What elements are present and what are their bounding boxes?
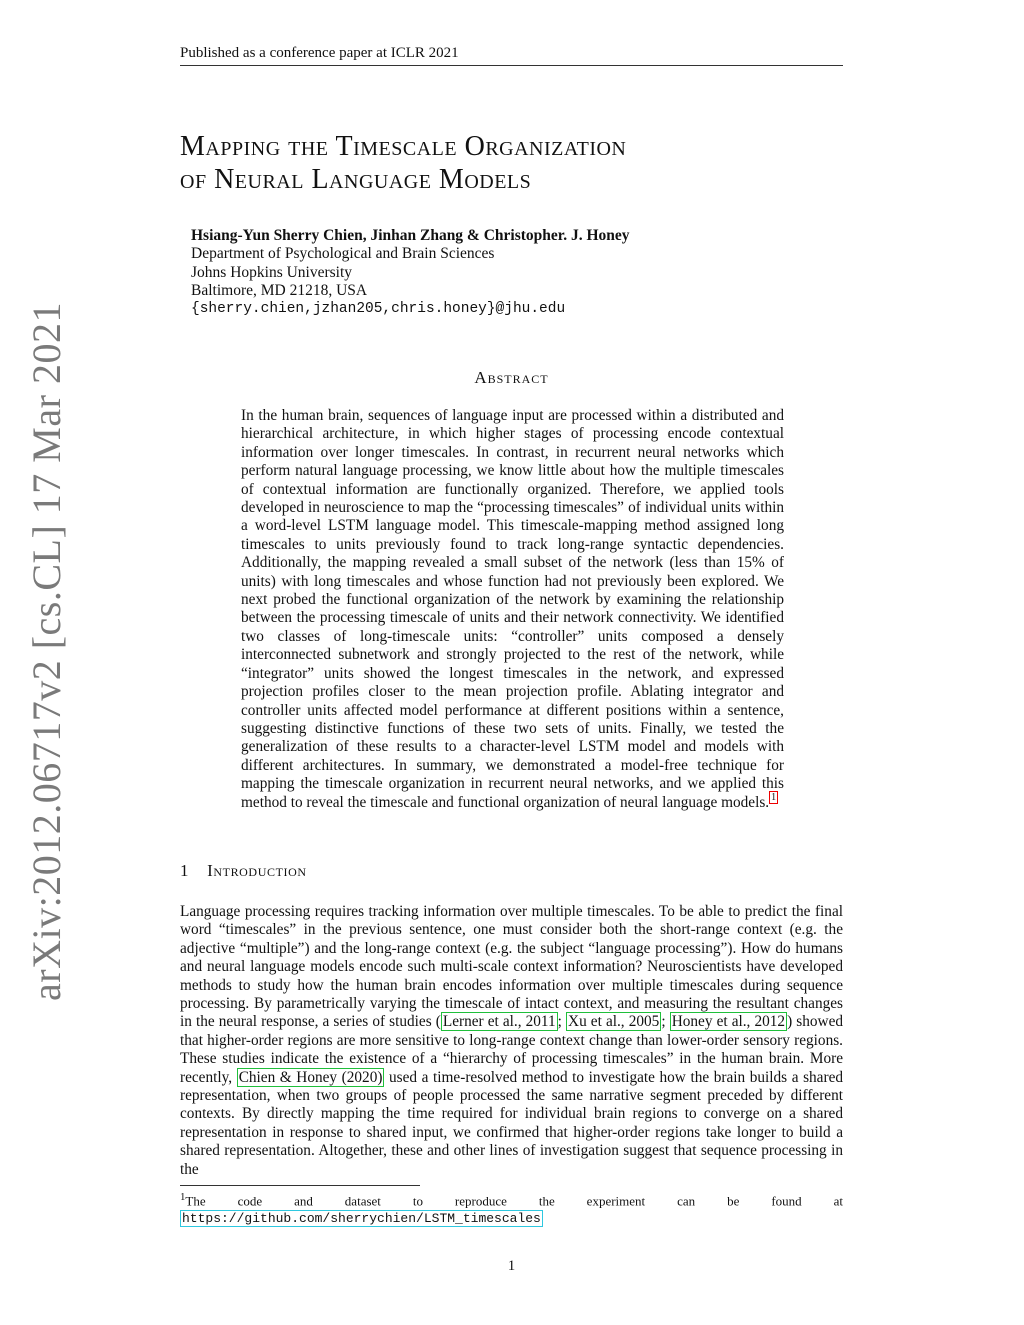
author-location: Baltimore, MD 21218, USA <box>191 281 368 299</box>
author-names: Hsiang-Yun Sherry Chien, Jinhan Zhang & Christopher. J. Honey <box>191 227 630 244</box>
citation-separator: ; <box>661 1013 670 1031</box>
footnote-divider <box>180 1185 420 1186</box>
footnote-url-link[interactable]: https://github.com/sherrychien/LSTM_timescales <box>182 1211 541 1227</box>
author-department: Department of Psychological and Brain Sciences <box>191 245 495 263</box>
citation-separator: ; <box>557 1013 567 1031</box>
section-title: Introduction <box>207 861 307 880</box>
paper-title <box>180 130 843 196</box>
citation-xu-2005[interactable]: Xu et al., 2005 <box>568 1013 660 1031</box>
running-head-text: Published as a conference paper at ICLR 2021 <box>180 45 459 61</box>
page-number: 1 <box>507 1258 516 1274</box>
arxiv-id: arXiv:2012.06717v2 [cs.CL] 17 Mar 2021 <box>23 301 69 1001</box>
arxiv-stamp <box>22 301 70 1001</box>
section-number: 1 <box>180 861 190 880</box>
footnote <box>180 1189 843 1227</box>
intro-text-part-2: ) showed that higher-order regions are more sensitive to long-range context change than lower-order sensory regions. These studies indicate the existence of a “hierarchy of processing timescales” in the human brain. More recently, <box>180 1013 844 1086</box>
introduction-paragraph <box>180 903 843 1179</box>
footnote-text: The code and dataset to reproduce the experiment can be found at <box>185 1193 843 1209</box>
citation-honey-2012[interactable]: Honey et al., 2012 <box>671 1013 786 1031</box>
citation-chien-honey-2020[interactable]: Chien & Honey (2020) <box>238 1068 383 1086</box>
intro-text-part-1: Language processing requires tracking information over multiple timescales. To be able to predict the final word “timescales” in the previous sentence, one must consider both the short-range context (e.g. the adjective “multiple”) and the long-range context (e.g. the subject “language processing”). How do humans and neural language models encode such multi-scale context information? Neuroscientists have developed methods to study how the human brain encodes information over multiple timescales during sequence processing. By parametrically varying the timescale of intact context, and measuring the resultant changes in the neural response, a series of studies ( <box>180 903 843 1031</box>
citation-lerner-2011[interactable]: Lerner et al., 2011 <box>442 1013 556 1031</box>
intro-text-part-3: used a time-resolved method to investigate how the brain builds a shared representation, when two groups of people processed the same narrative segment preceded by different contexts. By directly mapping the time required for individual brain regions to converge on a shared representation in response to shared input, we confirmed that higher-order regions take longer to build a shared representation. Altogether, these and other lines of investigation suggest that sequence processing in the <box>180 1068 844 1178</box>
title-line-2: of Neural Language Models <box>180 164 532 195</box>
title-line-1: Mapping the Timescale Organization <box>180 131 627 162</box>
abstract-heading: Abstract <box>474 368 549 387</box>
author-email: {sherry.chien,jzhan205,chris.honey}@jhu.edu <box>191 301 566 318</box>
author-block <box>191 227 831 318</box>
author-university: Johns Hopkins University <box>191 263 353 281</box>
running-header <box>180 44 843 66</box>
section-heading-introduction <box>180 861 307 881</box>
footnote-link[interactable]: 1 <box>771 792 777 804</box>
footnote-marker: 1 <box>180 1191 186 1203</box>
abstract-paragraph: In the human brain, sequences of language input are processed within a distributed and hierarchical architecture, in which higher stages of processing encode contextual information over longer timescales. In contrast, in recurrent neural networks which perform natural language processing, we know little about how the multiple timescales of contextual information are functionally organized. Therefore, we applied tools developed in neuroscience to map the “processing timescales” of individual units within a word-level LSTM language model. This timescale-mapping method assigned long timescales to units previously found to track long-range syntactic dependencies. Additionally, the mapping revealed a small subset of the network (less than 15% of units) with long timescales and whose function had not previously been explored. We next probed the functional organization of the network by examining the relationship between the processing timescale of units and their network connectivity. We identified two classes of long-timescale units: “controller” units composed a densely interconnected subnetwork and strongly projected to the rest of the network, while “integrator” units showed the longest timescales in the network, and expressed projection profiles closer to the mean projection profile. Ablating integrator and controller units affected model performance at different positions within a sentence, suggesting distinctive functions of these two sets of units. Finally, we tested the generalization of these results to a character-level LSTM model and models with different architectures. In summary, we demonstrated a model-free technique for mapping the timescale organization in recurrent neural networks, and we applied this method to reveal the timescale and functional organization of neural language models. <box>241 407 784 811</box>
abstract-text <box>241 407 784 812</box>
